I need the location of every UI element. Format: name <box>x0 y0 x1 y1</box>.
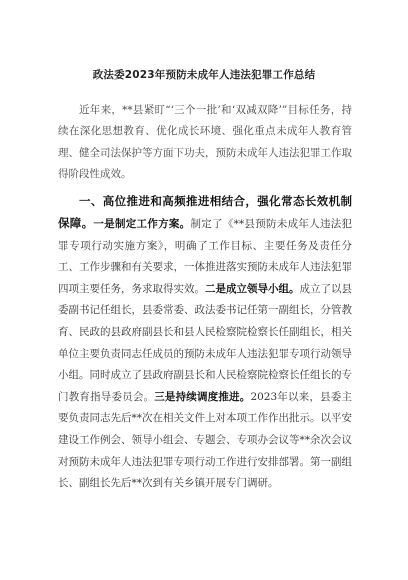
item-2-text: 成立了以县委副书记任组长，县委常委、政法委书记任第一副组长，分管教育、民政的县政府副县长和县人民检察院检察长任副组长，相关单位主要负责同志任成员的预防未成年人违法犯罪专项行动领导小组。同时成立了县政府副县长和人民检察院检察长任组长的专门教育指导委员会。 <box>58 282 352 403</box>
item-2-label: 二是成立领导小组。 <box>205 282 300 295</box>
section-1-heading: 一、高位推进和高频推进相结合，强化常态长效机制保障。 <box>58 193 352 231</box>
intro-paragraph: 近年来，**县紧盯“‘三个一批’和‘双减双降’”目标任务，持续在深化思想教育、优化成长环境、强化重点未成年人教育管理、健全司法保护等方面下功夫，预防未成年人违法犯罪工作取得阶段性成效。 <box>58 103 352 181</box>
item-3-label: 三是持续调度推进。 <box>154 390 251 403</box>
document-title: 政法委2023年预防未成年人违法犯罪工作总结 <box>92 69 316 81</box>
item-1-text: 制定了《**县预防未成年人违法犯罪专项行动实施方案》，明确了工作目标、主要任务及责任分工、工作步骤和有关要求，一体推进落实预防未成年人违法犯罪四项主要任务，务求取得实效。 <box>58 218 353 295</box>
item-3-text: 2023年以来，县委主要负责同志先后**次在相关文件上对本项工作作出批示。以平安建设工作例会、领导小组会、专题会、专项办会议等**余次会议对预防未成年人违法犯罪专项行动工作进行安排部署。第一副组长、副组长先后**次到有关乡镇开展专门调研。 <box>58 390 352 490</box>
section-1-paragraph <box>58 191 352 495</box>
item-1-label: 一是制定工作方案。 <box>93 218 191 231</box>
